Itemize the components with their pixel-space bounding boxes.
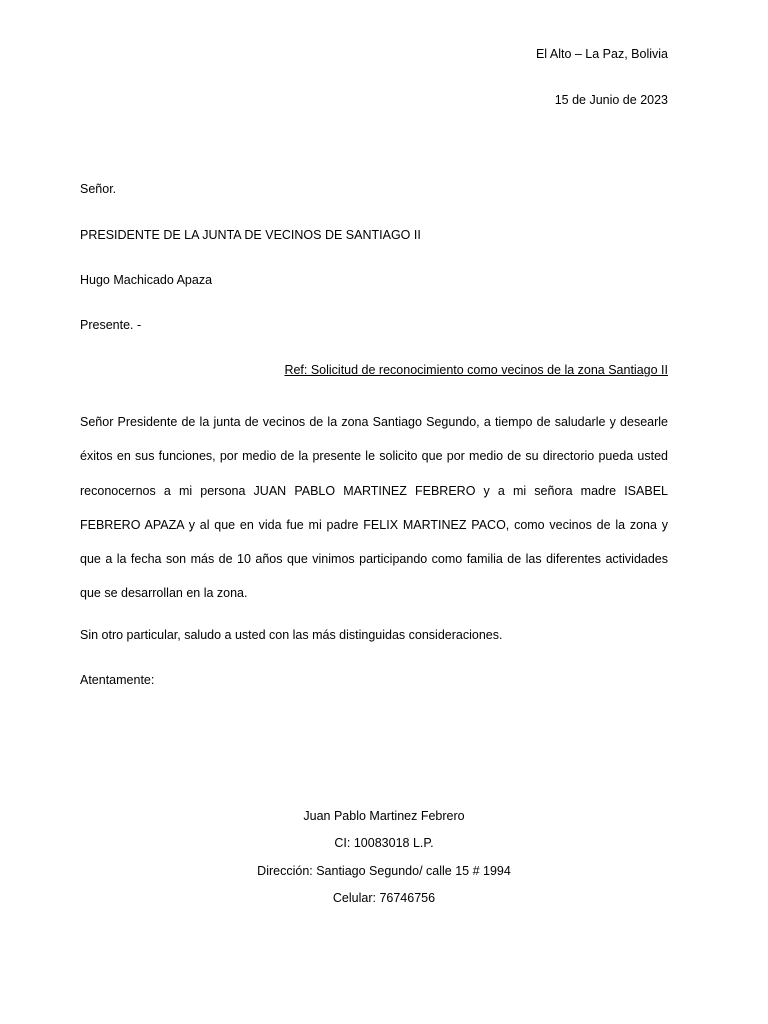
recipient-title: PRESIDENTE DE LA JUNTA DE VECINOS DE SANTIAGO II	[80, 228, 421, 242]
header-date: 15 de Junio de 2023	[554, 93, 668, 107]
signature-name: Juan Pablo Martinez Febrero	[303, 809, 465, 823]
recipient-salutation: Señor.	[80, 182, 117, 196]
header-place: El Alto – La Paz, Bolivia	[535, 47, 668, 61]
reference-line: Ref: Solicitud de reconocimiento como vecinos de la zona Santiago II	[284, 363, 668, 377]
body-paragraph: Señor Presidente de la junta de vecinos de la zona Santiago Segundo, a tiempo de saludarle y desearle éxitos en sus funciones, por medio de la presente le solicito que por medio de su directorio pueda usted reconocernos a mi persona JUAN PABLO MARTINEZ FEBRERO y a mi señora madre ISABEL FEBRERO APAZA y al que en vida fue mi padre FELIX MARTINEZ PACO, como vecinos de la zona y que a la fecha son más de 10 años que vinimos participando como familia de las diferentes actividades que se desarrollan en la zona.	[80, 415, 668, 601]
recipient-presente: Presente. -	[80, 318, 142, 332]
signature-address: Dirección: Santiago Segundo/ calle 15 # 1994	[257, 864, 511, 878]
recipient-name: Hugo Machicado Apaza	[80, 273, 213, 287]
signature-phone: Celular: 76746756	[332, 891, 436, 905]
signoff-line: Atentamente:	[80, 673, 155, 687]
closing-line: Sin otro particular, saludo a usted con las más distinguidas consideraciones.	[80, 628, 503, 642]
signature-ci: CI: 10083018 L.P.	[334, 836, 434, 850]
